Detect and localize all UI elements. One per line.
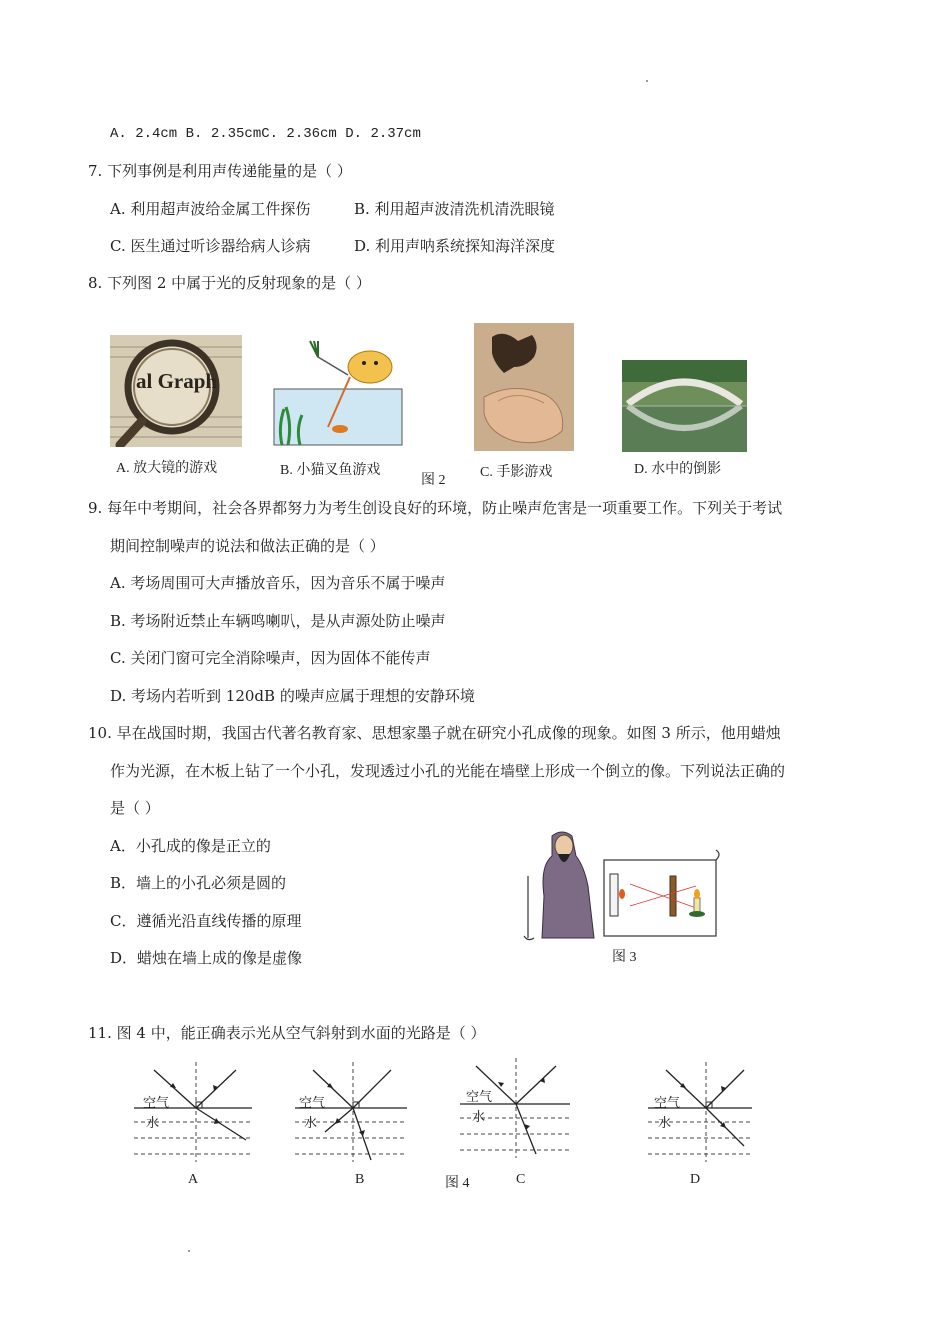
- q7-option-d: D. 利用声呐系统探知海洋深度: [354, 237, 556, 255]
- diagram-b-label: B: [355, 1172, 365, 1187]
- q11-stem: 11. 图 4 中，能正确表示光从空气斜射到水面的光路是（ ）: [88, 1024, 486, 1042]
- q10-stem-line2: 作为光源，在木板上钻了一个小孔，发现透过小孔的光能在墙壁上形成一个倒立的像。下列说法正确的: [110, 762, 786, 780]
- q9-option-a: A. 考场周围可大声播放音乐，因为音乐不属于噪声: [110, 574, 446, 592]
- q8-figure-label: 图 2: [421, 473, 446, 488]
- q10-stem-line3: 是（ ）: [110, 799, 160, 817]
- mozi-pinhole-picture: [518, 826, 724, 944]
- diagram-d-air-label: 空气: [654, 1095, 681, 1110]
- q9-option-b: B. 考场附近禁止车辆鸣喇叭，是从声源处防止噪声: [110, 612, 446, 630]
- diagram-c-water-label: 水: [472, 1109, 486, 1124]
- hand-shadow-picture: [474, 323, 574, 451]
- scan-speck: [188, 1250, 190, 1252]
- diagram-d-label: D: [690, 1172, 701, 1187]
- q10-option-a: A．小孔成的像是正立的: [110, 837, 271, 855]
- diagram-b-water-label: 水: [304, 1115, 318, 1130]
- q8-caption-b: B. 小猫叉鱼游戏: [280, 463, 381, 478]
- q10-stem-line1: 10. 早在战国时期，我国古代著名教育家、思想家墨子就在研究小孔成像的现象。如图 3 所示，他用蜡烛: [88, 724, 781, 742]
- diagram-d-water-label: 水: [658, 1115, 672, 1130]
- q9-option-d: D. 考场内若听到 120dB 的噪声应属于理想的安静环境: [110, 687, 475, 705]
- scan-speck: [646, 80, 648, 82]
- diagram-a-label: A: [188, 1172, 199, 1187]
- magnifier-text: al Graph: [136, 369, 218, 393]
- diagram-b-air-label: 空气: [299, 1095, 326, 1110]
- q7-option-a: A. 利用超声波给金属工件探伤: [110, 200, 311, 218]
- bridge-reflection-picture: [622, 360, 747, 452]
- q6-options: A. 2.4cm B. 2.35cmC. 2.36cm D. 2.37cm: [110, 126, 421, 142]
- q10-figure-label: 图 3: [612, 950, 637, 965]
- magnifier-picture: [110, 335, 242, 447]
- q10-option-c: C．遵循光沿直线传播的原理: [110, 912, 302, 930]
- q9-stem-line1: 9. 每年中考期间，社会各界都努力为考生创设良好的环境，防止噪声危害是一项重要工作。下列关于考试: [88, 499, 783, 517]
- diagram-c-label: C: [516, 1172, 526, 1187]
- q10-option-d: D．蜡烛在墙上成的像是虚像: [110, 949, 303, 967]
- q7-stem: 7. 下列事例是利用声传递能量的是（ ）: [88, 162, 352, 180]
- q8-stem: 8. 下列图 2 中属于光的反射现象的是（ ）: [88, 274, 371, 292]
- q9-option-c: C. 关闭门窗可完全消除噪声，因为固体不能传声: [110, 649, 431, 667]
- q7-option-c: C. 医生通过听诊器给病人诊病: [110, 237, 311, 255]
- diagram-a-water-label: 水: [146, 1115, 160, 1130]
- q7-option-b: B. 利用超声波清洗机清洗眼镜: [354, 200, 555, 218]
- q10-option-b: B．墙上的小孔必须是圆的: [110, 874, 287, 892]
- q8-caption-a: A. 放大镜的游戏: [116, 461, 218, 476]
- q9-stem-line2: 期间控制噪声的说法和做法正确的是（ ）: [110, 537, 385, 555]
- cat-fishing-picture: [270, 337, 410, 447]
- q8-caption-d: D. 水中的倒影: [634, 462, 722, 477]
- q11-figure-label: 图 4: [445, 1176, 470, 1191]
- q8-caption-c: C. 手影游戏: [480, 465, 553, 480]
- diagram-c-air-label: 空气: [466, 1089, 493, 1104]
- diagram-a-air-label: 空气: [143, 1095, 170, 1110]
